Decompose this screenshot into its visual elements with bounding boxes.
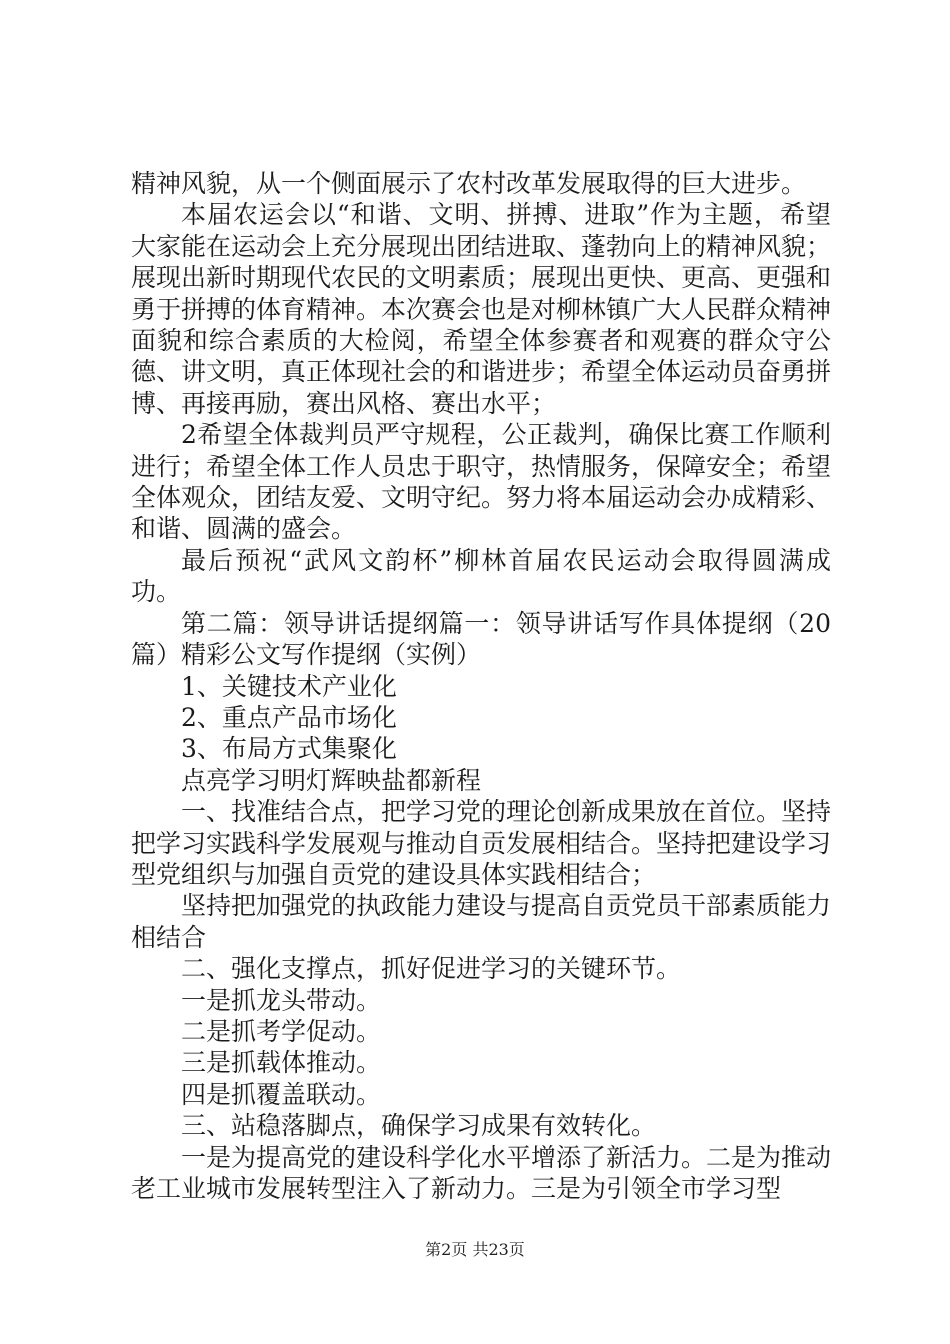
paragraph: 最后预祝“武风文韵杯”柳林首届农民运动会取得圆满成功。 xyxy=(131,545,831,607)
section-heading: 第二篇：领导讲话提纲篇一：领导讲话写作具体提纲（20篇）精彩公文写作提纲（实例） xyxy=(131,608,831,670)
document-body xyxy=(131,168,831,1204)
paragraph: 坚持把加强党的执政能力建设与提高自贡党员干部素质能力相结合 xyxy=(131,891,832,952)
subtitle: 点亮学习明灯辉映盐都新程 xyxy=(181,765,482,795)
paragraph: 2希望全体裁判员严守规程，公正裁判，确保比赛工作顺利进行；希望全体工作人员忠于职守，热情服务，保障安全；希望全体观众，团结友爱、文明守纪。努力将本届运动会办成精彩、和谐、圆满的盛会。 xyxy=(131,420,832,544)
list-item: 二是抓考学促动。 xyxy=(181,1016,382,1046)
section-heading: 二、强化支撑点，抓好促进学习的关键环节。 xyxy=(181,954,682,984)
paragraph: 本届农运会以“和谐、文明、拼搏、进取”作为主题，希望大家能在运动会上充分展现出团结进取、蓬勃向上的精神风貌；展现出新时期现代农民的文明素质；展现出更快、更高、更强和勇于拼搏的体育精神。本次赛会也是对柳林镇广大人民群众精神面貌和综合素质的大检阅，希望全体参赛者和观赛的群众守公德、讲文明，真正体现社会的和谐进步；希望全体运动员奋勇拼博、再接再励，赛出风格、赛出水平； xyxy=(131,200,832,418)
paragraph: 精神风貌，从一个侧面展示了农村改革发展取得的巨大进步。 xyxy=(131,169,807,198)
list-item: 1、关键技术产业化 xyxy=(181,671,397,701)
list-item: 一是抓龙头带动。 xyxy=(181,985,382,1015)
section-heading: 三、站稳落脚点，确保学习成果有效转化。 xyxy=(181,1111,657,1141)
list-item: 四是抓覆盖联动。 xyxy=(181,1079,382,1109)
list-item: 三是抓载体推动。 xyxy=(181,1048,382,1078)
list-item: 2、重点产品市场化 xyxy=(181,702,397,732)
paragraph: 一是为提高党的建设科学化水平增添了新活力。二是为推动老工业城市发展转型注入了新动力。三是为引领全市学习型 xyxy=(131,1142,832,1203)
list-item: 3、布局方式集聚化 xyxy=(181,734,397,764)
page-number-footer: 第2页 共23页 xyxy=(425,1240,525,1259)
paragraph: 一、找准结合点，把学习党的理论创新成果放在首位。坚持把学习实践科学发展观与推动自贡发展相结合。坚持把建设学习型党组织与加强自贡党的建设具体实践相结合； xyxy=(131,797,832,889)
